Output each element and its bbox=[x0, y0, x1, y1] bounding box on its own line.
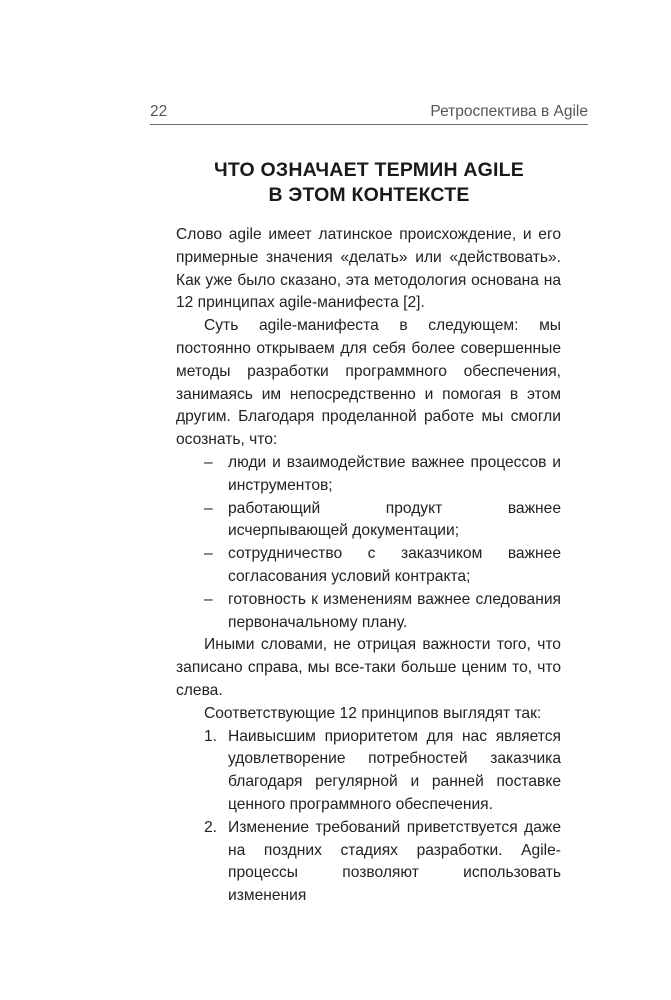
dash-marker: – bbox=[204, 499, 213, 517]
dash-marker: – bbox=[204, 590, 213, 608]
list-item bbox=[176, 589, 561, 635]
list-item bbox=[176, 817, 561, 908]
paragraph-4: Соответствующие 12 принципов выглядят так: bbox=[204, 704, 542, 722]
section-title-line-1: ЧТО ОЗНАЧАЕТ ТЕРМИН AGILE bbox=[214, 159, 524, 181]
dash-marker: – bbox=[204, 545, 213, 563]
section-title-line-2: В ЭТОМ КОНТЕКСТЕ bbox=[268, 184, 470, 206]
running-title: Ретроспектива в Agile bbox=[430, 103, 588, 120]
list-item-text: работающий продукт важнее исчерпывающей документации; bbox=[228, 499, 561, 540]
list-item bbox=[176, 543, 561, 589]
page-number: 22 bbox=[150, 103, 168, 120]
body-text bbox=[176, 224, 561, 908]
list-item-text: люди и взаимодействие важнее процессов и инструментов; bbox=[228, 453, 561, 494]
principles-list bbox=[176, 726, 561, 908]
item-number: 1. bbox=[204, 727, 218, 745]
item-number: 2. bbox=[204, 818, 218, 836]
dash-marker: – bbox=[204, 453, 213, 471]
paragraph-1: Слово agile имеет латинское происхождение, и его примерные значения «делать» или «действовать». Как уже было сказано, эта методология основана на 12 принципах agile-манифеста [2]. bbox=[176, 226, 561, 312]
list-item bbox=[176, 498, 561, 544]
list-item bbox=[176, 452, 561, 498]
paragraph-2: Суть agile-манифеста в следующем: мы постоянно открываем для себя более совершенные методы разработки программного обеспечения, занимаясь им непосредственно и помогая в этом другим. Благодаря проделанной работе мы смогли осознать, что: bbox=[176, 317, 561, 449]
list-item-text: готовность к изменениям важнее следования первоначальному плану. bbox=[228, 590, 561, 631]
header-rule bbox=[150, 124, 588, 125]
paragraph-3: Иными словами, не отрицая важности того, что записано справа, мы все-таки больше ценим то, что слева. bbox=[176, 636, 561, 699]
page-header bbox=[150, 102, 588, 122]
manifesto-values-list bbox=[176, 452, 561, 634]
list-item bbox=[176, 726, 561, 817]
section-title bbox=[150, 158, 588, 208]
list-item-text: сотрудничество с заказчиком важнее согласования условий контракта; bbox=[228, 545, 561, 585]
list-item-text: Изменение требований приветствуется даже на поздних стадиях разработки. Agile-процессы позволяют использовать изменения bbox=[228, 818, 561, 905]
list-item-text: Наивысшим приоритетом для нас является удовлетворение потребностей заказчика благодаря регулярной и ранней поставке ценного программного обеспечения. bbox=[228, 727, 561, 813]
